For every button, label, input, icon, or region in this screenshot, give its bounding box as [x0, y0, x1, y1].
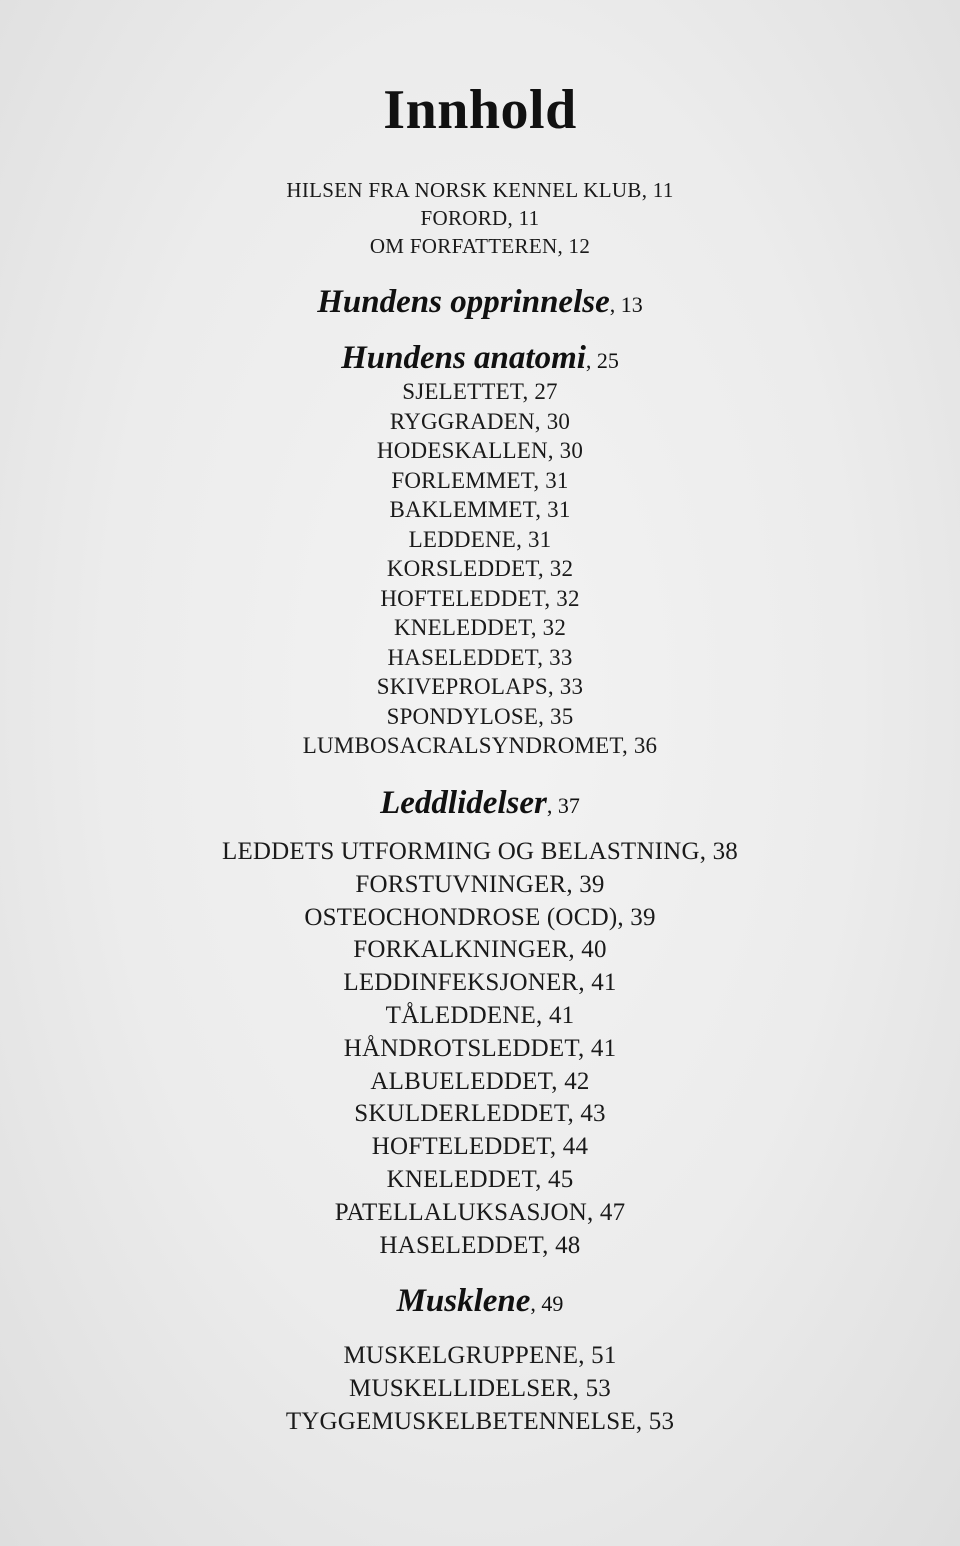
toc-entry: KNELEDDET, 45: [386, 1165, 574, 1193]
section-title: Musklene: [396, 1283, 531, 1319]
toc-entry-label: KNELEDDET: [386, 1165, 536, 1193]
toc-entry-label: RYGGRADEN: [389, 408, 535, 434]
toc-entry-page: 31: [527, 526, 552, 552]
toc-entry-label: BAKLEMMET: [389, 497, 536, 522]
section-page-number: , 25: [585, 348, 619, 373]
toc-entry-page: 27: [534, 379, 558, 404]
toc-entry: LUMBOSACRALSYNDROMET, 36: [302, 733, 658, 758]
front-matter-list: [0, 176, 960, 260]
section-heading: [0, 1281, 960, 1324]
toc-entry-label: LEDDETS UTFORMING OG BELASTNING: [221, 838, 700, 865]
toc-entry: HILSEN FRA NORSK KENNEL KLUB, 11: [286, 178, 674, 202]
toc-entry: OSTEOCHONDROSE (OCD), 39: [304, 903, 656, 931]
section-leddlidelser: [0, 783, 960, 1262]
toc-entry-label: ALBUELEDDET: [370, 1067, 552, 1095]
toc-entry: HASELEDDET, 33: [387, 644, 573, 670]
toc-entry: MUSKELGRUPPENE, 51: [343, 1342, 617, 1369]
toc-entry-label: OSTEOCHONDROSE (OCD): [304, 903, 618, 931]
toc-entry: HÅNDROTSLEDDET, 41: [343, 1034, 617, 1062]
entry-list: [0, 1340, 960, 1438]
toc-entry-page: 51: [591, 1342, 617, 1369]
section-hundens-anatomi: [0, 338, 960, 761]
toc-entry-page: 30: [546, 408, 571, 434]
toc-entry: TYGGEMUSKELBETENNELSE, 53: [285, 1407, 675, 1435]
toc-entry-page: 41: [590, 1034, 617, 1062]
toc-entry: FORSTUVNINGER, 39: [355, 870, 605, 898]
section-musklene: [0, 1281, 960, 1438]
toc-entry: SKIVEPROLAPS, 33: [376, 674, 584, 699]
toc-entry: HOFTELEDDET, 44: [371, 1133, 589, 1161]
toc-entry-page: 44: [562, 1133, 589, 1161]
toc-entry-page: 39: [579, 870, 605, 898]
toc-entry-label: FORSTUVNINGER: [355, 870, 567, 898]
toc-entry-label: HOFTELEDDET: [380, 585, 545, 611]
toc-entry-label: HÅNDROTSLEDDET: [343, 1034, 578, 1062]
toc-entry-label: FORLEMMET: [391, 467, 534, 493]
toc-entry-label: HASELEDDET: [379, 1231, 543, 1259]
toc-entry-label: HOFTELEDDET: [371, 1133, 550, 1161]
toc-entry-page: 42: [564, 1067, 590, 1095]
section-page-number: , 13: [609, 292, 643, 317]
toc-entry-label: SKULDERLEDDET: [354, 1100, 568, 1128]
toc-entry-label: SKIVEPROLAPS: [376, 674, 548, 699]
toc-entry: OM FORFATTEREN, 12: [369, 234, 591, 258]
section-heading: [0, 338, 960, 381]
toc-entry: MUSKELLIDELSER, 53: [349, 1374, 611, 1402]
toc-entry-label: OM FORFATTEREN: [369, 234, 558, 258]
section-page-number: , 37: [546, 793, 580, 818]
toc-entry-page: 38: [712, 838, 739, 865]
section-page-number: , 49: [530, 1291, 564, 1316]
toc-entry-page: 32: [542, 615, 567, 640]
toc-entry-page: 53: [585, 1374, 611, 1402]
section-title: Leddlidelser: [380, 785, 547, 821]
entry-list: [0, 836, 960, 1262]
toc-entry: SKULDERLEDDET, 43: [354, 1100, 606, 1128]
toc-entry-label: PATELLALUKSASJON: [334, 1198, 587, 1226]
toc-entry: KORSLEDDET, 32: [386, 556, 574, 581]
toc-entry: SJELETTET, 27: [402, 379, 558, 404]
toc-entry-page: 36: [633, 733, 658, 758]
toc-entry-page: 45: [548, 1165, 574, 1193]
toc-entry-label: MUSKELLIDELSER: [349, 1374, 573, 1402]
toc-entry-page: 48: [555, 1231, 581, 1259]
toc-entry-page: 40: [581, 936, 607, 964]
toc-entry: HOFTELEDDET, 32: [380, 585, 580, 611]
toc-entry-label: FORKALKNINGER: [353, 936, 569, 964]
toc-entry: LEDDENE, 31: [408, 526, 552, 552]
toc-entry: FORLEMMET, 31: [391, 467, 569, 493]
toc-entry: FORKALKNINGER, 40: [353, 936, 607, 964]
toc-entry-label: HODESKALLEN: [376, 438, 548, 463]
toc-entry-page: 53: [648, 1407, 675, 1435]
toc-entry: HODESKALLEN, 30: [376, 438, 584, 463]
toc-entry: ALBUELEDDET, 42: [370, 1067, 590, 1095]
toc-entry-label: TYGGEMUSKELBETENNELSE: [285, 1407, 636, 1435]
section-title: Hundens opprinnelse: [317, 284, 610, 320]
toc-entry: LEDDETS UTFORMING OG BELASTNING, 38: [221, 838, 739, 865]
entry-list: [0, 377, 960, 761]
toc-entry: FORORD, 11: [420, 206, 540, 230]
toc-entry-page: 33: [559, 674, 584, 699]
toc-entry-page: 32: [549, 556, 574, 581]
toc-entry-page: 43: [580, 1100, 606, 1128]
toc-entry-page: 41: [591, 969, 617, 997]
toc-entry-page: 12: [568, 234, 591, 258]
toc-entry-label: LEDDENE: [408, 526, 517, 552]
section-heading: [0, 783, 960, 826]
toc-entry: HASELEDDET, 48: [379, 1231, 581, 1259]
toc-entry-label: SJELETTET: [402, 379, 523, 404]
toc-entry-label: HASELEDDET: [387, 644, 538, 670]
toc-entry-page: 11: [518, 206, 540, 230]
toc-entry: KNELEDDET, 32: [393, 615, 567, 640]
toc-entry: TÅLEDDENE, 41: [385, 1001, 575, 1029]
toc-entry-label: KORSLEDDET: [386, 556, 538, 581]
toc-entry: RYGGRADEN, 30: [389, 408, 571, 434]
toc-entry-page: 33: [549, 644, 573, 670]
toc-entry-page: 39: [630, 903, 656, 931]
section-title: Hundens anatomi: [341, 340, 586, 376]
toc-entry-label: FORORD: [420, 206, 508, 230]
toc-entry-page: 35: [550, 703, 574, 729]
section-hundens-opprinnelse: [0, 282, 960, 325]
toc-entry-page: 47: [599, 1198, 626, 1226]
toc-entry-label: HILSEN FRA NORSK KENNEL KLUB: [286, 178, 642, 202]
toc-entry-label: TÅLEDDENE: [385, 1001, 537, 1029]
toc-entry-label: LEDDINFEKSJONER: [343, 969, 579, 997]
toc-entry-label: KNELEDDET: [393, 615, 531, 640]
toc-entry: SPONDYLOSE, 35: [386, 703, 574, 729]
toc-entry-page: 31: [545, 467, 569, 493]
toc-entry-page: 30: [559, 438, 584, 463]
toc-entry: LEDDINFEKSJONER, 41: [343, 969, 617, 997]
toc-entry-page: 11: [652, 178, 674, 202]
section-heading: [0, 282, 960, 325]
toc-entry-label: SPONDYLOSE: [386, 703, 539, 729]
toc-entry-page: 32: [556, 585, 580, 611]
toc-entry: BAKLEMMET, 31: [389, 497, 571, 522]
toc-entry: PATELLALUKSASJON, 47: [334, 1198, 626, 1226]
toc-entry-label: LUMBOSACRALSYNDROMET: [302, 733, 622, 758]
toc-entry-page: 41: [548, 1001, 575, 1029]
toc-entry-label: MUSKELGRUPPENE: [343, 1342, 579, 1369]
toc-entry-page: 31: [547, 497, 571, 522]
page-title: Innhold: [383, 79, 577, 141]
